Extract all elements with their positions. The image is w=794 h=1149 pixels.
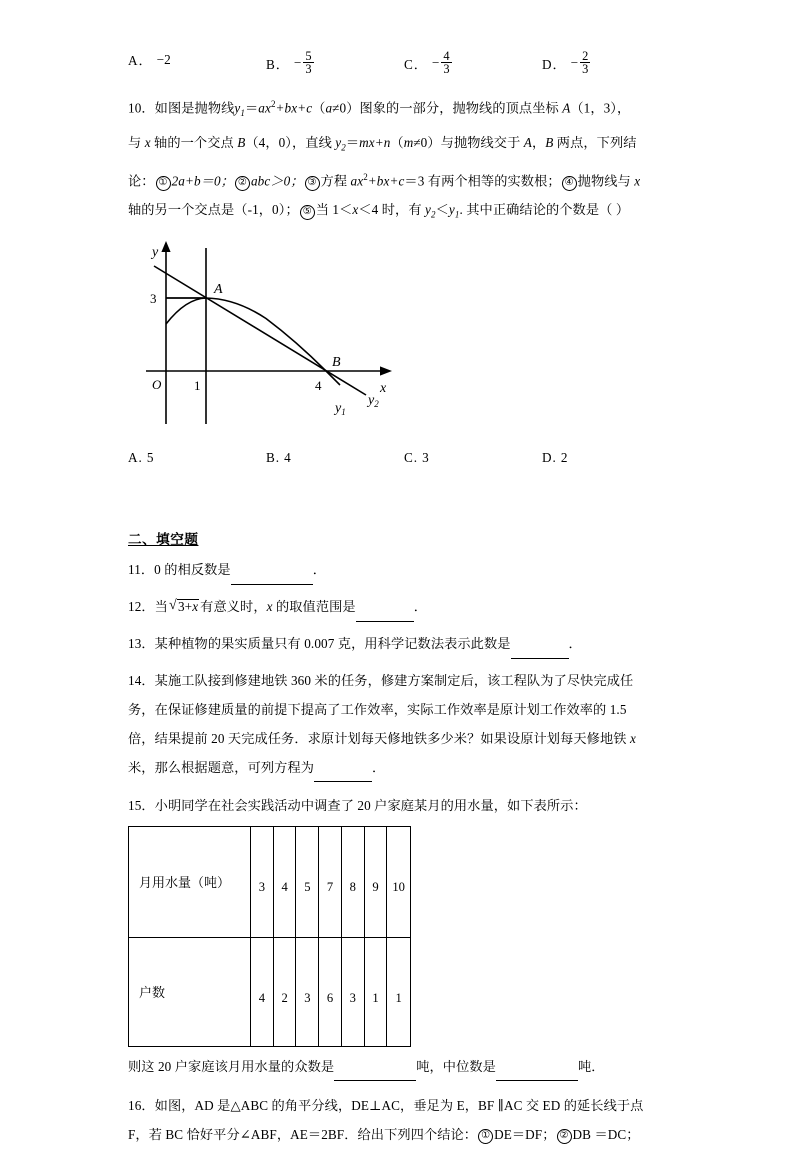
usage-value-7: 10 bbox=[387, 826, 411, 937]
q10-l1-rest: ≠0）图象的一部分，抛物线的顶点坐标 bbox=[332, 100, 563, 116]
q10-l3-eqword: 方程 bbox=[320, 173, 351, 189]
q10-l4-lt: ＜ bbox=[435, 202, 449, 218]
count-value-2: 2 bbox=[273, 937, 296, 1046]
count-value-7: 1 bbox=[387, 937, 411, 1046]
count-value-4: 6 bbox=[319, 937, 342, 1046]
q10-l4-y1-sub: 1 bbox=[454, 209, 460, 220]
question-10-options bbox=[128, 450, 680, 466]
q10-l1-part1: 10．如图是抛物线 bbox=[128, 100, 235, 116]
figure-curve-label-y1: $y_1$ bbox=[335, 400, 346, 417]
q10-option-b-letter: B. bbox=[266, 449, 281, 465]
circled-number-3: ③ bbox=[305, 176, 320, 191]
q10-option-c-letter: C. bbox=[404, 449, 419, 465]
q10-l2-B: B bbox=[237, 135, 246, 151]
row-label-monthly-usage: 月用水量（吨） bbox=[129, 826, 251, 937]
usage-value-4: 7 bbox=[319, 826, 342, 937]
option-b-fraction bbox=[303, 50, 313, 76]
q14-l3-x: x bbox=[629, 730, 636, 746]
option-d-numerator: 2 bbox=[582, 48, 589, 63]
q10-l1-A: A bbox=[562, 100, 571, 116]
water-usage-table-wrap bbox=[128, 826, 411, 1047]
question-11 bbox=[128, 555, 680, 585]
option-b-numerator: 5 bbox=[305, 48, 312, 63]
question-9-options bbox=[128, 50, 680, 76]
q10-l4-part4: . 其中正确结论的个数是（ ） bbox=[459, 202, 630, 218]
q15-text3: 吨． bbox=[577, 1058, 605, 1074]
q10-l4-x: x bbox=[352, 202, 359, 218]
q10-option-d[interactable] bbox=[542, 450, 680, 466]
q10-l2-part3: （4，0），直线 bbox=[245, 135, 336, 151]
q12-text1: 12．当 bbox=[128, 598, 168, 614]
q11-answer-blank[interactable] bbox=[231, 571, 313, 585]
q15-text2: 吨，中位数是 bbox=[416, 1058, 496, 1074]
q10-l3-concl1: 2a+b＝0； bbox=[171, 173, 234, 189]
q10-l2-B2: B bbox=[545, 135, 554, 151]
q10-option-a[interactable] bbox=[128, 450, 266, 466]
option-d[interactable] bbox=[542, 50, 680, 76]
figure-label-y: y bbox=[152, 244, 159, 260]
question-10-line-4 bbox=[128, 195, 680, 230]
question-13 bbox=[128, 629, 680, 659]
option-c-fraction bbox=[441, 50, 451, 76]
q10-l1-paren: （ bbox=[312, 100, 326, 116]
question-14-line-1: 14．某施工队接到修建地铁 360 米的任务，修建方案制定后，该工程队为了尽快完成任 bbox=[128, 672, 634, 688]
question-15-prompt: 15．小明同学在社会实践活动中调查了 20 户家庭某月的用水量，如下表所示： bbox=[128, 797, 587, 813]
q12-answer-blank[interactable] bbox=[356, 608, 414, 622]
figure-label-3: 3 bbox=[150, 290, 157, 306]
q12-text3: 的取值范围是 bbox=[272, 598, 356, 614]
option-d-fraction bbox=[580, 50, 590, 76]
q16-l2-text: F，若 BC 恰好平分∠ABF，AE＝2BF．给出下列四个结论： bbox=[128, 1126, 478, 1142]
q10-l3-bxc: +bx+c bbox=[367, 173, 405, 189]
question-16 bbox=[128, 1091, 680, 1149]
question-15 bbox=[128, 791, 680, 1081]
q10-l2-m: m bbox=[403, 135, 414, 151]
option-c-denominator: 3 bbox=[443, 62, 450, 77]
circled-number-1: ① bbox=[156, 176, 171, 191]
q10-l3-ax: ax bbox=[350, 173, 364, 189]
usage-value-1: 3 bbox=[251, 826, 274, 937]
option-d-letter: D． bbox=[542, 56, 567, 72]
q12-radicand bbox=[177, 599, 199, 614]
q10-l1-y1: y bbox=[234, 100, 241, 116]
page-content bbox=[128, 0, 680, 1149]
q10-l4-y2-sub: 2 bbox=[430, 209, 436, 220]
q10-l3-concl4: 抛物线与 bbox=[577, 173, 635, 189]
q13-period: ． bbox=[568, 635, 582, 651]
q12-radicand-x: x bbox=[192, 598, 199, 614]
section-2-heading-wrap bbox=[128, 528, 680, 549]
circled-number-4: ④ bbox=[562, 176, 577, 191]
q10-l1-ax: ax bbox=[258, 100, 271, 116]
usage-value-3: 5 bbox=[296, 826, 319, 937]
q10-option-a-value: 5 bbox=[146, 449, 154, 465]
q10-l2-part1: 与 bbox=[128, 135, 145, 151]
q14-period: ． bbox=[372, 759, 386, 775]
q10-l4-part3: ＜4 时，有 bbox=[358, 202, 426, 218]
question-10 bbox=[128, 90, 680, 230]
question-15-answer-line bbox=[128, 1052, 680, 1081]
q10-option-d-value: 2 bbox=[560, 449, 568, 465]
figure-label-x: x bbox=[380, 380, 387, 396]
q10-l1-coords: （1，3）， bbox=[570, 100, 631, 116]
q10-l3-part1: 论： bbox=[128, 173, 155, 189]
q10-l1-bxc: +bx+c bbox=[275, 100, 313, 116]
figure-label-4: 4 bbox=[315, 377, 322, 393]
option-b[interactable] bbox=[266, 50, 404, 76]
q10-option-b[interactable] bbox=[266, 450, 404, 466]
y-axis-arrow bbox=[161, 241, 170, 252]
question-10-line-1 bbox=[128, 90, 680, 128]
q10-l2-A: A bbox=[523, 135, 532, 151]
option-b-letter: B． bbox=[266, 56, 290, 72]
q10-l3-concl2: abc＞0； bbox=[250, 173, 304, 189]
option-c[interactable] bbox=[404, 50, 542, 76]
question-10-figure-area bbox=[128, 238, 680, 450]
option-c-sign: − bbox=[431, 55, 440, 71]
q12-text2: 有意义时， bbox=[200, 598, 267, 614]
q15-text1: 则这 20 户家庭该月用水量的众数是 bbox=[128, 1058, 335, 1074]
count-value-1: 4 bbox=[251, 937, 274, 1046]
q10-option-d-letter: D. bbox=[542, 449, 557, 465]
square-root-icon bbox=[169, 592, 199, 622]
figure-point-label-B: B bbox=[332, 354, 341, 370]
parabola-curve-y1 bbox=[166, 298, 340, 385]
q13-answer-blank[interactable] bbox=[511, 645, 569, 659]
q14-l3-text: 倍，结果提前 20 天完成任务．求原计划每天修地铁多少米？如果设原计划每天修地铁 bbox=[128, 730, 630, 746]
usage-value-2: 4 bbox=[273, 826, 296, 937]
q14-l4-text: 米，那么根据题意，可列方程为 bbox=[128, 759, 315, 775]
option-a-letter: A． bbox=[128, 53, 153, 68]
circled-number-2-q16: ② bbox=[557, 1129, 572, 1144]
figure-label-1: 1 bbox=[194, 377, 201, 393]
q10-l2-part2: 轴的一个交点 bbox=[150, 135, 238, 151]
count-value-3: 3 bbox=[296, 937, 319, 1046]
question-10-line-2 bbox=[128, 128, 680, 163]
table-row bbox=[129, 937, 411, 1046]
q10-option-a-letter: A. bbox=[128, 449, 143, 465]
parabola-line-graph bbox=[144, 238, 404, 450]
q14-answer-blank[interactable] bbox=[314, 768, 372, 782]
question-16-line-1: 16．如图，AD 是△ABC 的角平分线，DE⊥AC，垂足为 E，BF ∥AC 交 ED 的延长线于点 bbox=[128, 1097, 644, 1113]
section-2-heading: 二、填空题 bbox=[128, 531, 199, 548]
circled-number-5: ⑤ bbox=[300, 205, 315, 220]
q10-l4-y1: y bbox=[448, 202, 455, 218]
question-14-line-3 bbox=[128, 724, 680, 753]
q13-text: 13．某种植物的果实质量只有 0.007 克，用科学记数法表示此数是 bbox=[128, 635, 511, 651]
q10-l4-part2: 当 1＜ bbox=[315, 202, 353, 218]
q16-concl2: DB ＝DC； bbox=[572, 1126, 640, 1142]
option-c-letter: C． bbox=[404, 56, 428, 72]
q10-l2-y2-sub: 2 bbox=[341, 142, 346, 153]
q10-l2-mxn: mx+n bbox=[359, 135, 391, 151]
q10-l2-paren: （ bbox=[390, 135, 404, 151]
q11-period: ． bbox=[312, 561, 327, 577]
table-row bbox=[129, 826, 411, 937]
q10-l3-concl3: ＝3 有两个相等的实数根； bbox=[404, 173, 561, 189]
circled-number-1-q16: ① bbox=[478, 1129, 493, 1144]
option-b-denominator: 3 bbox=[305, 62, 312, 77]
count-value-6: 1 bbox=[364, 937, 387, 1046]
option-d-denominator: 3 bbox=[582, 62, 589, 77]
q16-concl1: DE＝DF； bbox=[494, 1126, 556, 1142]
option-a-value: −2 bbox=[156, 51, 171, 67]
q10-l2-eq: ＝ bbox=[345, 135, 360, 151]
q15-median-blank[interactable] bbox=[496, 1067, 578, 1081]
q12-radicand-num: 3+ bbox=[177, 598, 193, 614]
q15-mode-blank[interactable] bbox=[334, 1067, 416, 1081]
q10-option-c[interactable] bbox=[404, 450, 542, 466]
q10-l2-x: x bbox=[144, 135, 151, 151]
line-curve-y2 bbox=[154, 266, 366, 395]
question-16-line-2 bbox=[128, 1120, 680, 1149]
q10-l2-comma: ， bbox=[531, 135, 546, 151]
usage-value-6: 9 bbox=[364, 826, 387, 937]
q10-l2-part4: ≠0）与抛物线交于 bbox=[413, 135, 524, 151]
x-axis-arrow bbox=[380, 366, 392, 375]
q11-text: 11．0 的相反数是 bbox=[128, 561, 231, 577]
option-b-sign: − bbox=[293, 55, 302, 71]
question-14-line-2: 务，在保证修建质量的前提下提高了工作效率，实际工作效率是原计划工作效率的 1.5 bbox=[128, 701, 627, 717]
question-14-line-4 bbox=[128, 753, 680, 782]
q10-l4-y2: y bbox=[425, 202, 431, 218]
q10-option-b-value: 4 bbox=[284, 449, 291, 465]
figure-label-origin: O bbox=[152, 376, 162, 392]
q10-l2-part5: 两点，下列结 bbox=[553, 135, 637, 151]
q10-l3-square: 2 bbox=[363, 171, 368, 182]
option-d-sign: − bbox=[570, 55, 579, 71]
q10-option-c-value: 3 bbox=[422, 449, 429, 465]
circled-number-2: ② bbox=[235, 176, 250, 191]
option-a[interactable] bbox=[128, 50, 266, 69]
q12-x: x bbox=[266, 598, 273, 614]
q10-l1-square: 2 bbox=[270, 99, 276, 110]
row-label-household-count: 户数 bbox=[129, 937, 251, 1046]
q10-l1-y1-sub: 1 bbox=[240, 108, 245, 119]
q12-period: ． bbox=[413, 598, 427, 614]
water-usage-table bbox=[128, 826, 411, 1047]
q10-l4-part1: 轴的另一个交点是（-1，0）； bbox=[128, 202, 299, 218]
q10-l3-x: x bbox=[634, 173, 641, 189]
question-10-line-3 bbox=[128, 163, 680, 195]
figure-curve-label-y2: $y_2$ bbox=[368, 392, 379, 409]
q10-l2-y2: y bbox=[335, 135, 342, 151]
question-12 bbox=[128, 592, 680, 622]
count-value-5: 3 bbox=[341, 937, 364, 1046]
usage-value-5: 8 bbox=[341, 826, 364, 937]
q10-l1-eq: ＝ bbox=[244, 100, 259, 116]
option-c-numerator: 4 bbox=[443, 48, 450, 63]
figure-point-label-A: A bbox=[214, 281, 223, 297]
q10-l1-a: a bbox=[325, 100, 333, 116]
question-14 bbox=[128, 666, 680, 782]
